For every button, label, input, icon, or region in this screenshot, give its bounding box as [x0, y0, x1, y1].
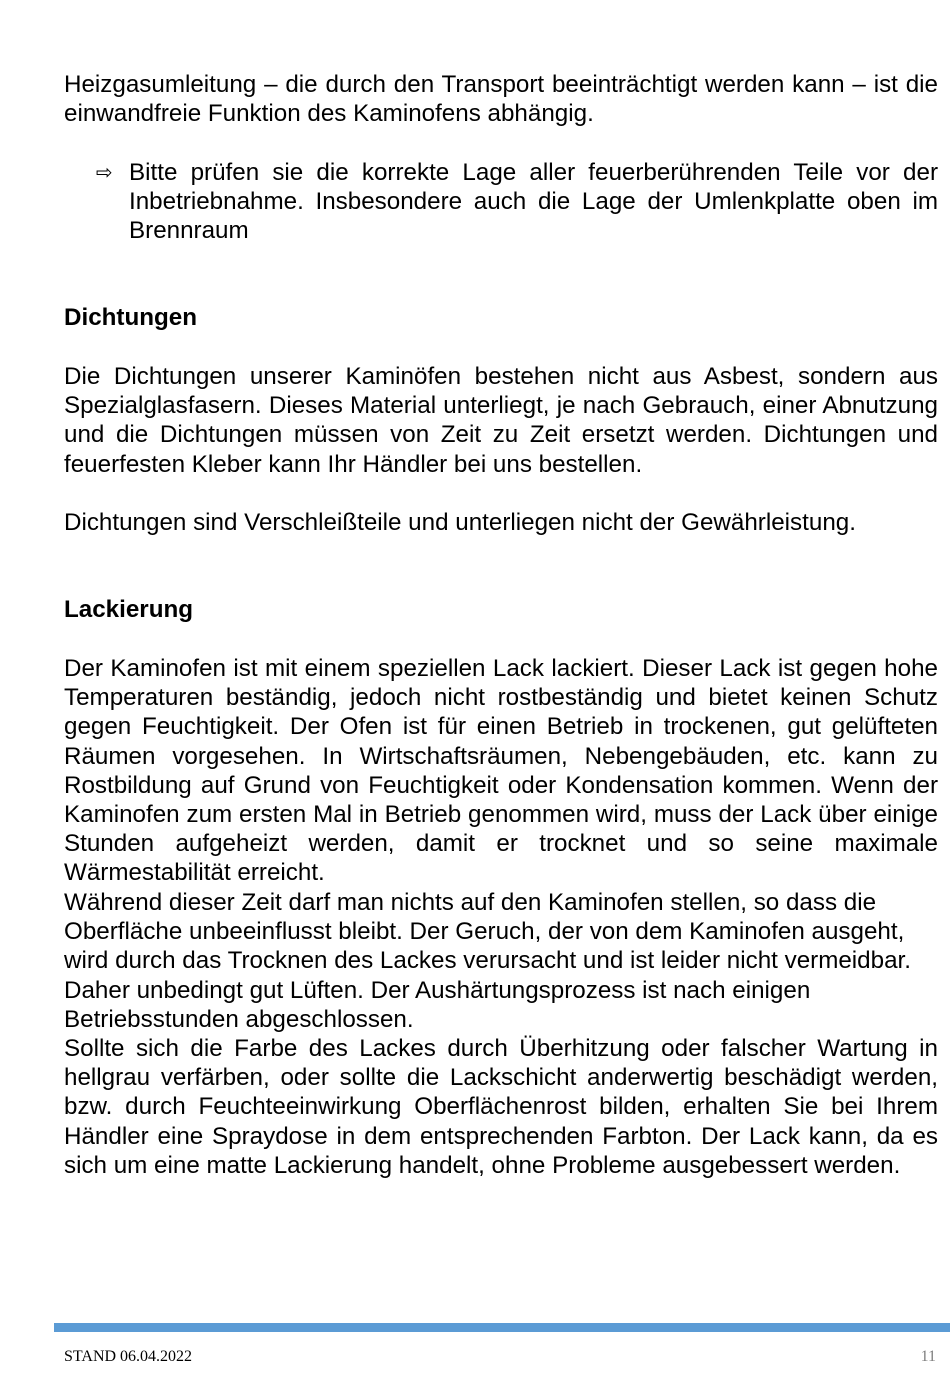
lackierung-paragraph-2: Während dieser Zeit darf man nichts auf den Kaminofen stellen, so dass die Oberfläche unbeeinflusst bleibt. Der Geruch, der von dem Kaminofen ausgeht, wird durch das Trocknen des Lackes verursacht und ist leider nicht vermeidbar. Daher unbedingt gut Lüften. Der Aushärtungsprozess ist nach einigen Betriebsstunden abgeschlossen.: [64, 889, 911, 1033]
footer-stand-date: STAND 06.04.2022: [64, 1348, 193, 1365]
bullet-text: Bitte prüfen sie die korrekte Lage aller feuerberührenden Teile vor der Inbetriebnahme. Insbesondere auch die Lage der Umlenkplatte oben im Brennraum: [129, 159, 938, 245]
page-number: 11: [920, 1348, 936, 1365]
heading-dichtungen: Dichtungen: [64, 304, 198, 331]
arrow-right-outline-icon: ⇨: [96, 160, 113, 184]
dichtungen-paragraph-2: Dichtungen sind Verschleißteile und unterliegen nicht der Gewährleistung.: [64, 509, 856, 536]
bullet-item: [96, 158, 938, 246]
lackierung-paragraph-1: Der Kaminofen ist mit einem speziellen Lack lackiert. Dieser Lack ist gegen hohe Temperaturen beständig, jedoch nicht rostbeständig und bietet keinen Schutz gegen Feuchtigkeit. Der Ofen ist für einen Betrieb in trockenen, gut gelüfteten Räumen vorgesehen. In Wirtschaftsräumen, Nebengebäuden, etc. kann zu Rostbildung auf Grund von Feuchtigkeit oder Kondensation kommen. Wenn der Kaminofen zum ersten Mal in Betrieb genommen wird, muss der Lack über einige Stunden aufgeheizt werden, damit er trocknet und so seine maximale Wärmestabilität erreicht.: [64, 655, 938, 887]
intro-paragraph: Heizgasumleitung – die durch den Transport beeinträchtigt werden kann – ist die einwandfreie Funktion des Kaminofens abhängig.: [64, 71, 938, 128]
footer-divider: [54, 1323, 950, 1332]
lackierung-paragraph-3: Sollte sich die Farbe des Lackes durch Überhitzung oder falscher Wartung in hellgrau verfärben, oder sollte die Lackschicht anderwertig beschädigt werden, bzw. durch Feuchteeinwirkung Oberflächenrost bilden, erhalten Sie bei Ihrem Händler eine Spraydose in dem entsprechenden Farbton. Der Lack kann, da es sich um eine matte Lackierung handelt, ohne Probleme ausgebessert werden.: [64, 1035, 938, 1179]
dichtungen-paragraph-1: Die Dichtungen unserer Kaminöfen bestehen nicht aus Asbest, sondern aus Spezialglasfasern. Dieses Material unterliegt, je nach Gebrauch, einer Abnutzung und die Dichtungen müssen von Zeit zu Zeit ersetzt werden. Dichtungen und feuerfesten Kleber kann Ihr Händler bei uns bestellen.: [64, 363, 938, 478]
heading-lackierung: Lackierung: [64, 596, 194, 623]
